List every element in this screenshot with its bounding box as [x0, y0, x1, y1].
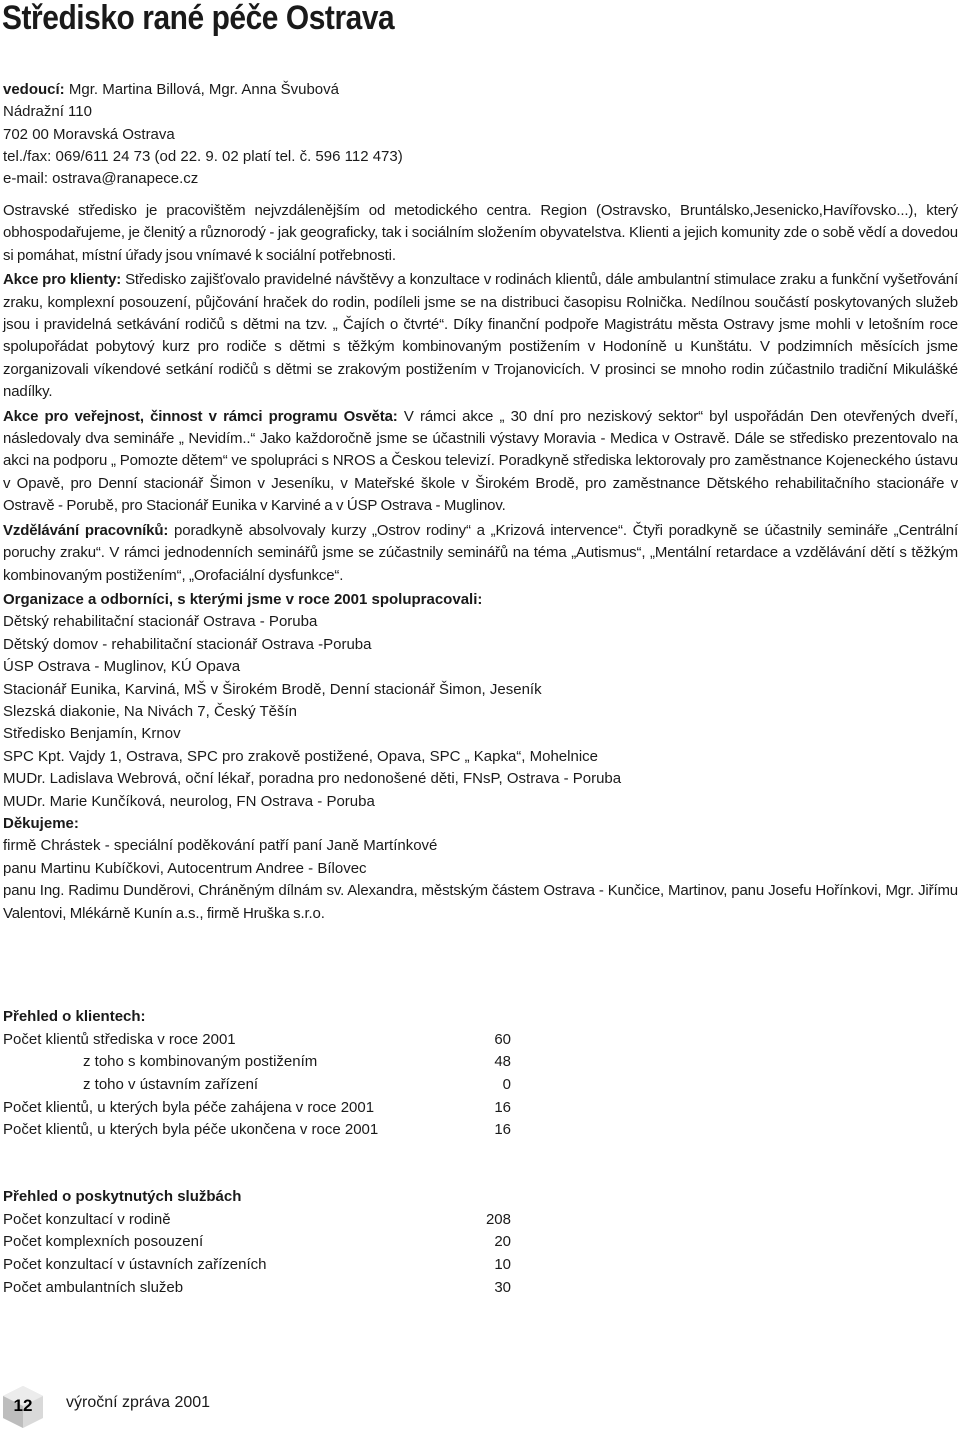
contact-block: [3, 79, 903, 190]
stats-label: Počet komplexních posouzení: [3, 1233, 204, 1251]
partner-item: SPC Kpt. Vajdy 1, Ostrava, SPC pro zrakově postižené, Opava, SPC „ Kapka“, Mohelnice: [3, 747, 598, 765]
lead-value: Mgr. Martina Billová, Mgr. Anna Švubová: [64, 81, 339, 98]
staff-text: poradkyně absolvovaly kurzy „Ostrov rodiny“ a „Krizová intervence“. Čtyři poradkyně se účastnily semináře „Centrální poruchy zraku“. V rámci jednodenních seminářů jsme se zúčastnily seminářů na téma „Autismus“, „Mentální retardace a vzdělávání dětí s těžkým kombinovaným postižením“, „Orofaciální dysfunkce“.: [3, 521, 958, 584]
stats-row: [3, 1097, 523, 1120]
page-number-badge: [0, 1384, 46, 1430]
stats-value: 48: [494, 1053, 511, 1071]
thanks-last-item: panu Ing. Radimu Dunděrovi, Chráněným dílnám sv. Alexandra, městským částem Ostrava - Kunčice, Martinov, panu Josefu Hořínkovi, Mgr. Jiřímu Valentovi, Mlékárně Kunín a.s., firmě Hruška s.r.o.: [3, 882, 958, 922]
partner-item: Dětský domov - rehabilitační stacionář Ostrava -Poruba: [3, 635, 372, 653]
stats-value: 0: [502, 1076, 511, 1094]
lead-line: [3, 79, 903, 101]
stats-value: 16: [494, 1121, 511, 1139]
staff-label: Vzdělávání pracovníků:: [3, 521, 169, 539]
stats-row: [3, 1254, 523, 1277]
partner-item: MUDr. Marie Kunčíková, neurolog, FN Ostrava - Poruba: [3, 792, 375, 810]
services-overview: [3, 1186, 523, 1299]
clients-label: Akce pro klienty:: [3, 271, 122, 289]
stats-label: Počet klientů střediska v roce 2001: [3, 1030, 236, 1048]
stats-row: [3, 1029, 523, 1052]
partner-item: MUDr. Ladislava Webrová, oční lékař, poradna pro nedonošené děti, FNsP, Ostrava - Poruba: [3, 770, 622, 788]
report-body: [3, 200, 958, 927]
stats-value: 208: [485, 1210, 511, 1228]
address-city: 702 00 Moravská Ostrava: [3, 125, 175, 143]
clients-overview-title: Přehled o klientech:: [3, 1008, 146, 1025]
stats-row: [3, 1119, 523, 1142]
stats-value: 16: [494, 1098, 511, 1116]
stats-label: z toho v ústavním zařízení: [83, 1076, 259, 1094]
stats-row: [3, 1277, 523, 1300]
stats-label: Počet konzultací v ústavních zařízeních: [3, 1256, 267, 1274]
clients-text: Středisko zajišťovalo pravidelné návštěvy a konzultace v rodinách klientů, dále ambulantní stimulace zraku a funkční vyšetřování zraku, komplexní posouzení, půjčování hraček do rodin, podíleli jsme se na distribuci časopisu Rolnička. Nedílnou součástí poskytovaných služeb jsou i pravidelná setkávání rodičů s dětmi na tzv. „ Čajích o čtvrté“. Díky finanční podpoře Magistrátu města Ostravy jsme mohli v letošním roce spolupořádat pobytový kurz pro rodiče s dětmi s těžkým kombinovaným postižením v Hodoníně u Kunštátu. V podzimních měsících jsme zorganizovali víkendové setkání rodičů s dětmi se zrakovým postižením v Trojanovicích. V prosinci se mnoho rodin zúčastnilo tradiční Mikulášké nadílky.: [3, 271, 959, 401]
stats-label: Počet konzultací v rodině: [3, 1210, 171, 1228]
partner-item: Stacionář Eunika, Karviná, MŠ v Širokém Brodě, Denní stacionář Šimon, Jeseník: [3, 680, 542, 698]
clients-overview: [3, 1006, 523, 1142]
public-label: Akce pro veřejnost, činnost v rámci programu Osvěta:: [3, 407, 398, 425]
report-footer-label: výroční zpráva 2001: [66, 1394, 211, 1411]
services-overview-title: Přehled o poskytnutých službách: [3, 1188, 242, 1205]
stats-label: Počet klientů, u kterých byla péče zahájena v roce 2001: [3, 1098, 375, 1116]
clients-paragraph: [3, 269, 958, 403]
stats-row: [3, 1231, 523, 1254]
phone-line: tel./fax: 069/611 24 73 (od 22. 9. 02 platí tel. č. 596 112 473): [3, 147, 403, 165]
stats-value: 30: [494, 1278, 511, 1296]
stats-row: [3, 1209, 523, 1232]
intro-paragraph: Ostravské středisko je pracovištěm nejvzdálenějším od metodického centra. Region (Ostravsko, Bruntálsko,Jesenicko,Havířovsko...), který obhospodařujeme, je členitý a různorodý - jak geograficky, tak i sociálním složením obyvatelstva. Klienti a jejich komunity zde o sobě vědí a dovedou si pomáhat, místní úřady jsou vnímavé k sociální potřebnosti.: [3, 202, 958, 264]
partner-item: Středisko Benjamín, Krnov: [3, 725, 181, 743]
page-number: 12: [13, 1396, 33, 1415]
staff-paragraph: [3, 520, 958, 587]
thanks-item: panu Martinu Kubíčkovi, Autocentrum Andree - Bílovec: [3, 859, 367, 877]
thanks-item: firmě Chrástek - speciální poděkování patří paní Janě Martínkové: [3, 837, 438, 855]
page-title: Středisko rané péče Ostrava: [2, 0, 395, 37]
partner-item: Dětský rehabilitační stacionář Ostrava - Poruba: [3, 613, 318, 631]
stats-value: 10: [494, 1256, 511, 1274]
stats-label: Počet klientů, u kterých byla péče ukončena v roce 2001: [3, 1121, 379, 1139]
public-text: V rámci akce „ 30 dní pro neziskový sektor“ byl uspořádán Den otevřených dveří, následovaly dva semináře „ Nevidím..“ Jako každoročně jsme se účastnili výstavy Moravia - Medica v Ostravě. Dále se středisko prezentovalo na akci na podporu „ Pomozte dětem“ ve spolupráci s NROS a Českou televizí. Poradkyně střediska lektorovaly pro zaměstnance Kojeneckého ústavu v Opavě, pro Denní stacionář Šimon v Jeseníku, v Mateřské škole v Širokém Brodě, pro zaměstnance Dětského rehabilitačního stacionáře v Ostravě - Porubě, pro Stacionář Eunika v Karviné a v ÚSP Ostrava - Muglinov.: [3, 407, 958, 515]
partner-item: ÚSP Ostrava - Muglinov, KÚ Opava: [3, 658, 241, 676]
public-paragraph: [3, 406, 958, 518]
stats-label: Počet ambulantních služeb: [3, 1278, 184, 1296]
stats-value: 60: [494, 1030, 511, 1048]
partner-item: Slezská diakonie, Na Nivách 7, Český Těšín: [3, 702, 298, 720]
thanks-heading: Děkujeme:: [3, 814, 79, 832]
stats-row: [3, 1074, 523, 1097]
stats-label: z toho s kombinovaným postižením: [83, 1053, 318, 1071]
partners-heading: Organizace a odborníci, s kterými jsme v roce 2001 spolupracovali:: [3, 590, 483, 608]
stats-value: 20: [494, 1233, 511, 1251]
email-line: e-mail: ostrava@ranapece.cz: [3, 170, 199, 188]
lead-label: vedoucí:: [3, 81, 65, 98]
stats-row: [3, 1051, 523, 1074]
address-street: Nádražní 110: [3, 103, 92, 121]
